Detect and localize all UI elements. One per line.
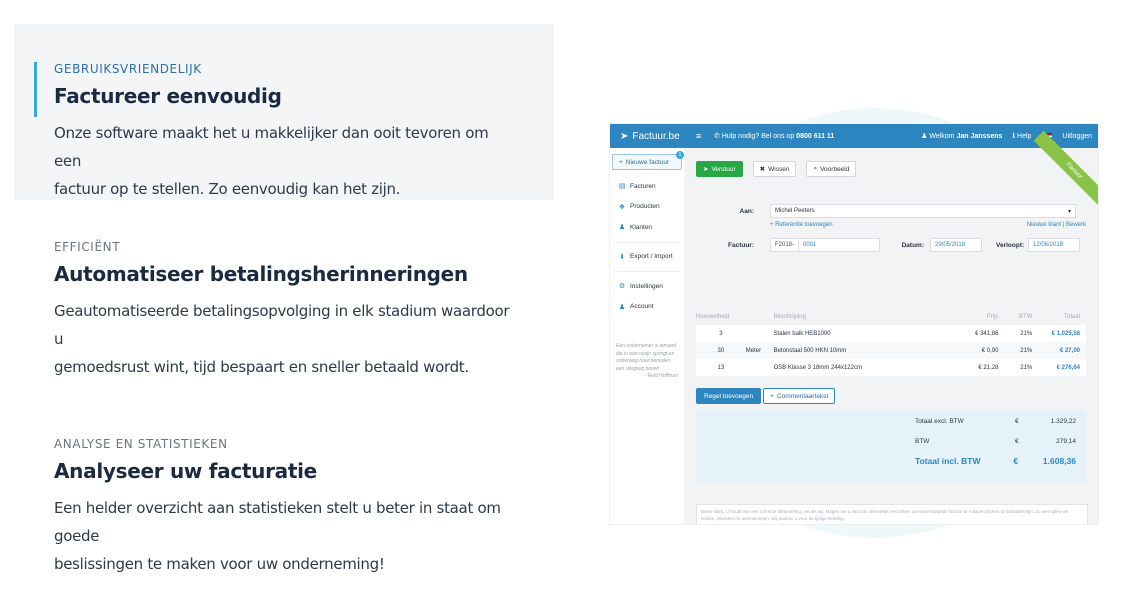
phone-icon: ✆ <box>714 133 720 140</box>
cell-total: € 276,64 <box>1056 364 1080 371</box>
total-label: Totaal incl. BTW <box>915 456 981 466</box>
invoice-totals <box>696 410 1086 482</box>
sidebar-item-account[interactable] <box>610 297 684 318</box>
gears-icon: ⚙ <box>618 283 626 291</box>
sidebar-item-clients[interactable] <box>610 217 684 238</box>
invoice-lines-table <box>696 308 1086 376</box>
user-icon: ♟ <box>618 303 626 311</box>
feature-description <box>54 119 514 203</box>
clear-button[interactable] <box>753 161 797 177</box>
help-phone-number: 0800 611 11 <box>796 133 835 140</box>
recipient-value: Michel Peeters <box>775 208 815 214</box>
welcome-text <box>921 132 1002 140</box>
sidebar-item-label: Producten <box>630 203 660 211</box>
feature-eyebrow: GEBRUIKSVRIENDELIJK <box>54 62 202 76</box>
user-icon: ♟ <box>921 133 928 140</box>
invoice-number-value: 0001 <box>803 242 817 248</box>
due-date-label: Verloopt: <box>996 241 1025 249</box>
total-row <box>915 456 1076 466</box>
invoice-number-label: Factuur: <box>728 241 754 249</box>
date-label: Datum: <box>901 241 924 249</box>
invoice-number-field[interactable] <box>770 238 880 252</box>
cell-description: Betonstaal 500 HKN 10mm <box>773 347 847 354</box>
plus-icon: + <box>619 158 623 166</box>
feature-item-analytics[interactable] <box>14 437 554 578</box>
table-row[interactable] <box>696 342 1086 359</box>
sidebar-item-label: Klanten <box>630 223 653 231</box>
feature-description-line: factuur op te stellen. Zo eenvoudig kan het zijn. <box>54 180 401 198</box>
add-comment-button[interactable] <box>763 388 835 404</box>
feature-title: Analyseer uw facturatie <box>54 459 317 483</box>
table-header-row <box>696 308 1086 325</box>
new-client-edit-link[interactable]: Nieuwe klant | Bewerk <box>1026 222 1086 228</box>
search-icon: ⌕ <box>813 165 818 172</box>
sidebar-item-label: Instellingen <box>630 282 663 290</box>
feature-description-line: gemoedsrust wint, tijd bespaart en sneller betaald wordt. <box>54 358 469 376</box>
cell-price: € 21,28 <box>978 364 999 371</box>
help-phone-text <box>714 132 834 140</box>
column-header-qty: Hoeveelheid <box>696 313 730 320</box>
cell-vat: 21% <box>1020 347 1033 354</box>
cell-total: € 27,00 <box>1059 347 1080 354</box>
invoice-toolbar <box>684 148 1098 177</box>
subtotal-currency: € <box>1015 418 1019 425</box>
cell-vat: 21% <box>1020 364 1033 371</box>
download-icon: ⬇ <box>619 253 625 261</box>
users-icon: ♟ <box>618 224 626 232</box>
chevron-down-icon: ▾ <box>1067 208 1071 215</box>
app-preview-screenshot <box>610 124 1098 524</box>
cell-qty: 13 <box>717 364 725 371</box>
close-icon: ✖ <box>759 166 766 173</box>
help-link[interactable] <box>1012 132 1031 140</box>
logout-link[interactable]: Uitloggen <box>1062 132 1092 140</box>
recipient-row <box>696 204 1086 218</box>
send-button[interactable] <box>696 161 743 177</box>
total-value: 1.608,36 <box>1042 456 1076 466</box>
cell-vat: 21% <box>1020 330 1033 337</box>
plus-icon: + <box>770 222 774 228</box>
topbar-right <box>921 132 1092 140</box>
column-header-total: Totaal <box>1063 313 1080 320</box>
sidebar-divider <box>614 271 680 272</box>
recipient-select[interactable] <box>770 204 1076 218</box>
sidebar-item-invoices[interactable] <box>610 176 684 197</box>
sidebar-item-products[interactable] <box>610 197 684 218</box>
cell-description: OSB Klasse 3 18mm 244x122cm <box>773 364 862 371</box>
invoice-editor <box>684 148 1098 524</box>
boxes-icon: ❖ <box>618 203 626 211</box>
quote-author: - Reid Hoffman <box>644 373 678 379</box>
preview-button-label: Voorbeeld <box>820 165 850 173</box>
send-button-label: Verstuur <box>711 165 736 173</box>
clear-button-label: Wissen <box>768 165 790 173</box>
hamburger-menu-icon[interactable]: ≡ <box>696 131 702 141</box>
column-header-vat: BTW <box>1018 313 1033 320</box>
app-sidebar <box>610 148 684 524</box>
vat-label: BTW <box>915 438 930 445</box>
subtotal-row <box>915 418 1076 425</box>
vat-currency: € <box>1015 438 1019 445</box>
feature-list <box>14 24 554 578</box>
feature-title: Automatiseer betalingsherinneringen <box>54 262 468 286</box>
app-brand-name: Factuur.be <box>632 130 680 142</box>
feature-description-line: Een helder overzicht aan statistieken stelt u beter in staat om goede <box>54 499 501 545</box>
app-logo <box>620 131 690 142</box>
add-comment-label: Commentaartekst <box>776 392 829 400</box>
feature-eyebrow: EFFICIËNT <box>54 240 121 254</box>
sidebar-item-label: Account <box>630 303 654 311</box>
new-invoice-button[interactable] <box>612 154 682 170</box>
preview-button[interactable] <box>806 161 856 177</box>
paper-plane-icon: ➤ <box>620 130 629 142</box>
feature-description-line: Onze software maakt het u makkelijker dan ooit tevoren om een <box>54 124 489 170</box>
invoice-number-prefix: F2018- <box>771 239 799 251</box>
welcome-name: Jan Janssens <box>956 133 1003 140</box>
subtotal-label: Totaal excl. BTW <box>915 418 964 425</box>
feature-description-line: Geautomatiseerde betalingsopvolging in elk stadium waardoor u <box>54 302 510 348</box>
table-row[interactable] <box>696 359 1086 376</box>
table-row[interactable] <box>696 325 1086 342</box>
feature-item-easy-invoicing[interactable] <box>14 24 554 200</box>
vat-row <box>915 438 1076 445</box>
new-invoice-label: Nieuwe factuur <box>625 158 670 166</box>
info-icon: ℹ <box>1012 133 1016 140</box>
date-field[interactable]: 29/05/2018 <box>930 238 982 252</box>
total-currency: € <box>1013 456 1019 466</box>
vat-value: 279,14 <box>1056 438 1076 445</box>
cell-total: € 1.025,58 <box>1051 330 1080 337</box>
invoice-ribbon: Factuur <box>1034 131 1098 212</box>
column-header-description: Beschrijving <box>773 313 806 320</box>
subtotal-value: 1.329,22 <box>1050 418 1076 425</box>
sidebar-item-label: Facturen <box>630 182 656 190</box>
feature-description <box>54 494 514 578</box>
help-link-label: Help <box>1017 133 1032 140</box>
quote-text: Een ondernemer is iemand die in een ravijn springt en onderweg naar beneden een vliegtuig bouwt <box>616 343 677 372</box>
feature-title: Factureer eenvoudig <box>54 84 282 108</box>
paper-plane-icon: ➤ <box>703 166 709 173</box>
add-reference-link[interactable] <box>770 222 833 228</box>
invoice-footer-note[interactable]: Beste klant, U houdt van een correcte afhandeling, net als wij. Mogen we u dan ook vriendelijk verzoeken om bovenstaande factuur te voldoen binnen de betaaltermijn. Zo vermijden we kosten, intresten en aanmaningen. Wij danken u voor de tijdige betaling. <box>696 504 1088 524</box>
sidebar-quote <box>616 343 678 381</box>
sidebar-item-export-import[interactable] <box>610 247 684 268</box>
cell-description: Stalen balk HEB1000 <box>773 330 831 337</box>
help-prefix: Hulp nodig? Bel ons op <box>721 133 795 140</box>
app-topbar <box>610 124 1098 148</box>
reference-row <box>696 222 1086 228</box>
add-line-actions <box>696 388 835 404</box>
feature-description-line: beslissingen te maken voor uw onderneming! <box>54 555 385 573</box>
invoice-header-form <box>696 184 1086 254</box>
cell-qty: 3 <box>719 330 723 337</box>
column-header-price: Prijs <box>986 313 999 320</box>
feature-item-payment-reminders[interactable] <box>14 240 554 381</box>
add-line-button[interactable]: Regel toevoegen <box>696 388 761 404</box>
cell-price: € 341,86 <box>975 330 999 337</box>
document-icon: ▤ <box>618 183 626 191</box>
cell-qty: 30 <box>717 347 725 354</box>
plus-icon: + <box>770 392 774 400</box>
add-reference-label: Referentie toevoegen <box>775 222 833 228</box>
cell-unit: Meter <box>745 347 762 354</box>
sidebar-item-settings[interactable] <box>610 276 684 297</box>
recipient-label: Aan: <box>739 207 754 215</box>
sidebar-divider <box>614 242 680 243</box>
cell-price: € 0,90 <box>981 347 999 354</box>
notification-badge: 1 <box>676 151 684 159</box>
sidebar-item-label: Export / Import <box>630 253 673 261</box>
due-date-field[interactable]: 12/06/2018 <box>1028 238 1080 252</box>
invoice-meta-row <box>696 238 1086 252</box>
feature-description <box>54 297 514 381</box>
feature-eyebrow: ANALYSE EN STATISTIEKEN <box>54 437 228 451</box>
welcome-prefix: Welkom <box>929 133 955 140</box>
